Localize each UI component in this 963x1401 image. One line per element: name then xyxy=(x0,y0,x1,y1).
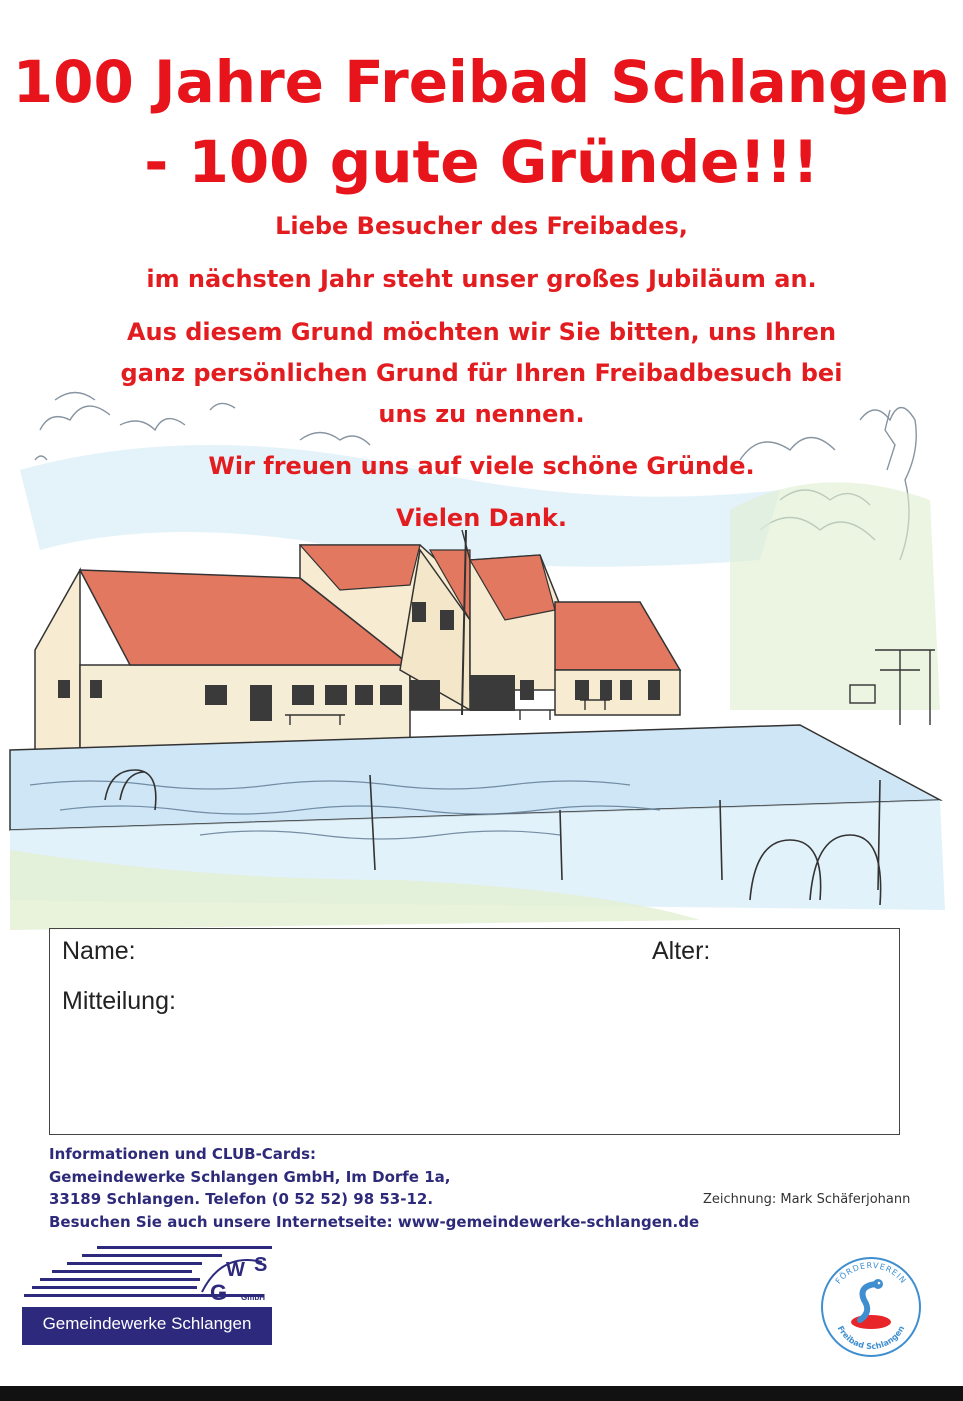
gws-gmbh: GmbH xyxy=(241,1293,265,1302)
name-label: Name: xyxy=(62,937,136,965)
gws-letter-w: W xyxy=(226,1259,245,1281)
info-block xyxy=(49,1143,749,1233)
intro-line-3: Aus diesem Grund möchten wir Sie bitten, uns Ihren xyxy=(126,318,837,346)
info-line-3: 33189 Schlangen. Telefon (0 52 52) 98 53-12. xyxy=(49,1190,434,1208)
info-line-1: Informationen und CLUB-Cards: xyxy=(49,1145,316,1163)
intro-line-2: im nächsten Jahr steht unser großes Jubiläum an. xyxy=(146,265,817,293)
message-label: Mitteilung: xyxy=(62,987,176,1015)
intro-greeting: Liebe Besucher des Freibades, xyxy=(275,212,688,240)
intro-line-5: uns zu nennen. xyxy=(378,400,585,428)
intro-line-4: ganz persönlichen Grund für Ihren Freibadbesuch bei xyxy=(120,359,843,387)
fv-bottom-text: Freibad Schlangen xyxy=(835,1324,907,1352)
foerderverein-logo xyxy=(818,1254,924,1360)
drawing-credit: Zeichnung: Mark Schäferjohann xyxy=(703,1192,911,1207)
entry-form-box[interactable] xyxy=(49,928,900,1135)
fv-top-text: FÖRDERVEREIN xyxy=(833,1260,909,1286)
intro-line-6: Wir freuen uns auf viele schöne Gründe. xyxy=(208,452,755,480)
gws-letter-g: G xyxy=(210,1280,228,1305)
age-label: Alter: xyxy=(652,937,711,965)
intro-thanks: Vielen Dank. xyxy=(396,504,567,532)
page-title-line-2: - 100 gute Gründe!!! xyxy=(144,128,819,196)
info-line-2: Gemeindewerke Schlangen GmbH, Im Dorfe 1a, xyxy=(49,1167,451,1186)
page-title-line-1: 100 Jahre Freibad Schlangen xyxy=(12,48,951,116)
gws-letter-s: S xyxy=(254,1254,268,1276)
info-line-4[interactable]: Besuchen Sie auch unsere Internetseite: www-gemeindewerke-schlangen.de xyxy=(49,1212,700,1231)
bottom-strip xyxy=(0,1386,963,1401)
gws-name-bar: Gemeindewerke Schlangen xyxy=(22,1307,272,1345)
